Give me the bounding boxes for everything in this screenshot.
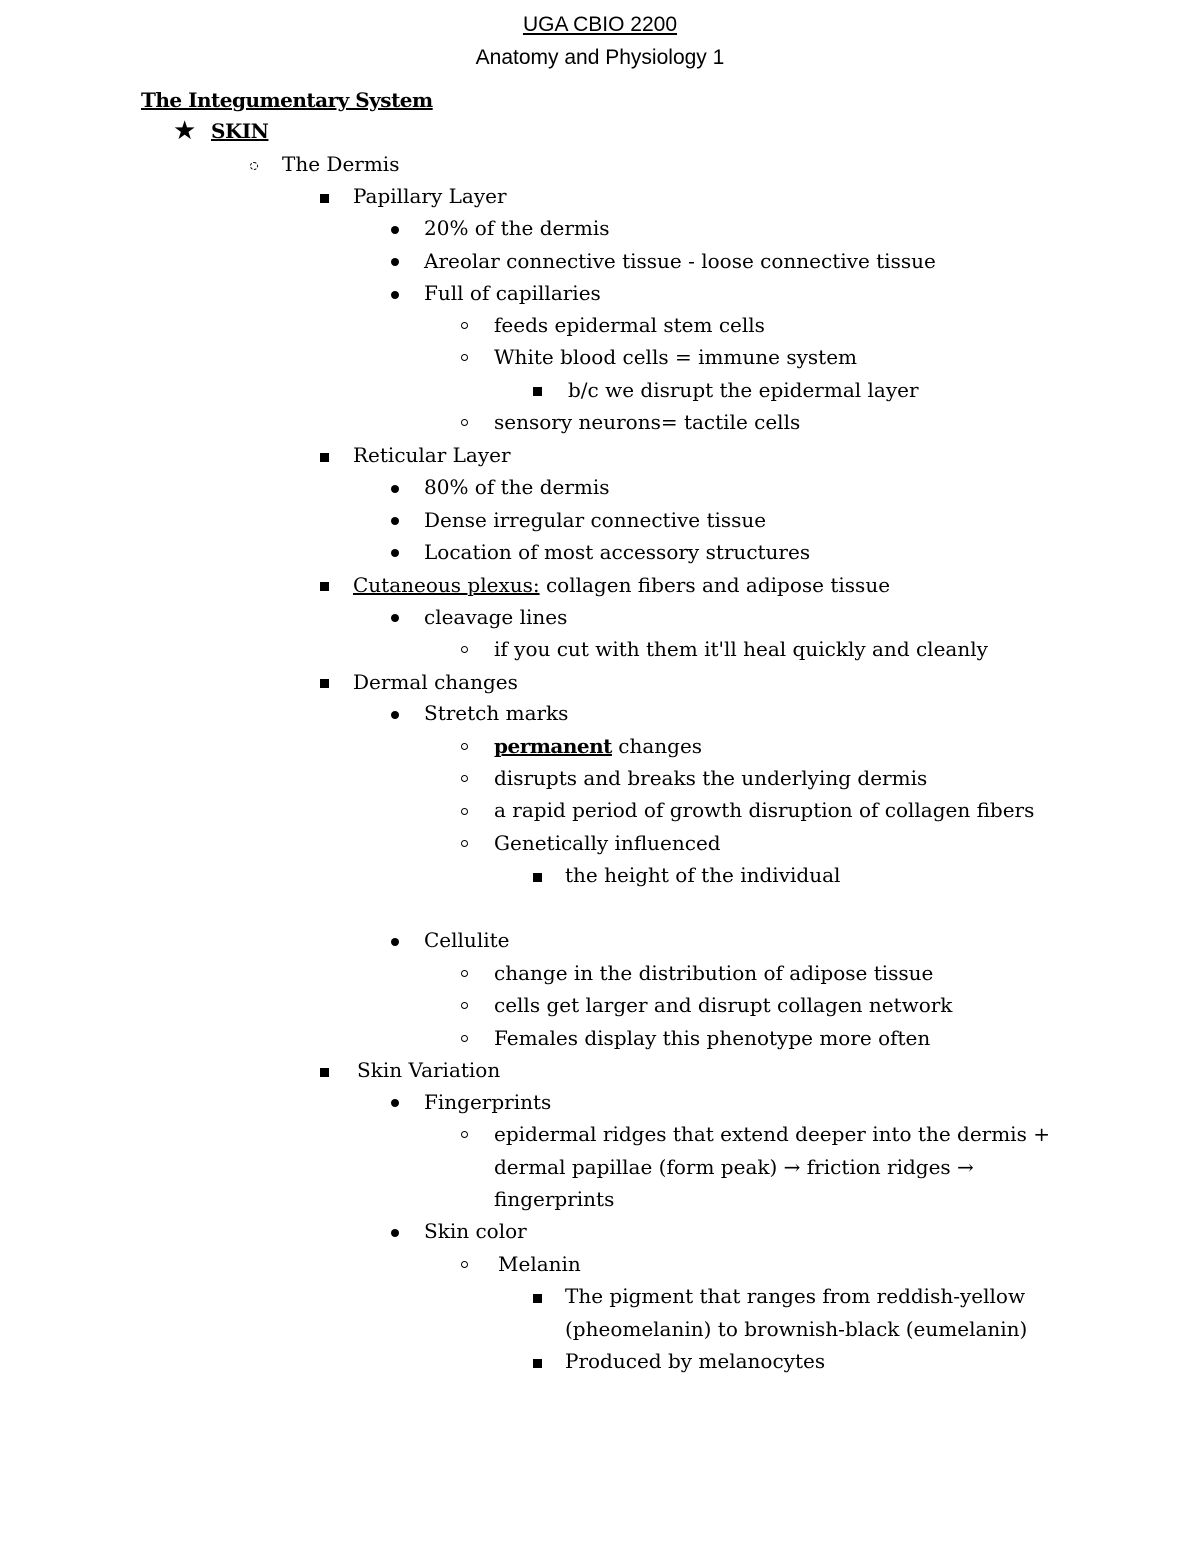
dot-bullet-icon	[391, 614, 399, 622]
square-bullet-icon	[320, 453, 329, 462]
list-item: Location of most accessory structures	[424, 540, 811, 564]
cutaneous-term: Cutaneous plexus:	[353, 573, 540, 597]
list-item: Full of capillaries	[424, 281, 601, 305]
reticular-heading: Reticular Layer	[353, 443, 511, 467]
circle-bullet-icon	[461, 419, 468, 426]
list-item: cleavage lines	[424, 605, 568, 629]
circle-bullet-icon	[461, 743, 468, 750]
list-item: Produced by melanocytes	[565, 1349, 826, 1373]
list-item: Stretch marks	[424, 701, 569, 725]
list-item: b/c we disrupt the epidermal layer	[568, 378, 919, 402]
circle-bullet-icon	[461, 1261, 468, 1268]
emphasis-text: permanent	[494, 734, 612, 758]
square-bullet-icon	[533, 387, 542, 396]
list-item-continuation: fingerprints	[494, 1187, 615, 1211]
dot-bullet-icon	[391, 1099, 399, 1107]
dot-bullet-icon	[391, 549, 399, 557]
list-item: Melanin	[498, 1252, 581, 1276]
list-item: sensory neurons= tactile cells	[494, 410, 801, 434]
hollow-bullet-icon	[250, 162, 258, 170]
square-bullet-icon	[320, 194, 329, 203]
square-bullet-icon	[320, 1068, 329, 1077]
list-item	[494, 736, 702, 756]
section-title: The Integumentary System	[141, 88, 433, 112]
list-item: Fingerprints	[424, 1090, 552, 1114]
cutaneous-description: collagen fibers and adipose tissue	[539, 573, 891, 597]
square-bullet-icon	[533, 873, 542, 882]
dot-bullet-icon	[391, 258, 399, 266]
list-item: the height of the individual	[565, 863, 841, 887]
circle-bullet-icon	[461, 1035, 468, 1042]
list-item: epidermal ridges that extend deeper into the dermis +	[494, 1122, 1050, 1146]
dot-bullet-icon	[391, 226, 399, 234]
dermis-heading: The Dermis	[282, 152, 400, 176]
list-item: Genetically influenced	[494, 831, 721, 855]
circle-bullet-icon	[461, 808, 468, 815]
list-item: Areolar connective tissue - loose connective tissue	[424, 249, 936, 273]
list-item-continuation: (pheomelanin) to brownish-black (eumelanin)	[565, 1317, 1028, 1341]
dot-bullet-icon	[391, 485, 399, 493]
cutaneous-heading	[353, 575, 890, 595]
list-item-continuation: dermal papillae (form peak) → friction ridges →	[494, 1155, 974, 1179]
papillary-heading: Papillary Layer	[353, 184, 507, 208]
circle-bullet-icon	[461, 1131, 468, 1138]
topic-heading: SKIN	[211, 119, 269, 143]
square-bullet-icon	[533, 1294, 542, 1303]
circle-bullet-icon	[461, 775, 468, 782]
circle-bullet-icon	[461, 970, 468, 977]
skin-variation-heading: Skin Variation	[357, 1058, 501, 1082]
square-bullet-icon	[533, 1359, 542, 1368]
dot-bullet-icon	[391, 1229, 399, 1237]
circle-bullet-icon	[461, 840, 468, 847]
list-item: change in the distribution of adipose tissue	[494, 961, 934, 985]
list-item: 20% of the dermis	[424, 216, 610, 240]
list-item: The pigment that ranges from reddish-yellow	[565, 1284, 1026, 1308]
square-bullet-icon	[320, 582, 329, 591]
dot-bullet-icon	[391, 938, 399, 946]
course-title: UGA CBIO 2200	[522, 13, 678, 36]
list-item: 80% of the dermis	[424, 475, 610, 499]
list-item: Females display this phenotype more often	[494, 1026, 931, 1050]
circle-bullet-icon	[461, 1002, 468, 1009]
list-item: if you cut with them it'll heal quickly and cleanly	[494, 637, 988, 661]
list-item: disrupts and breaks the underlying dermis	[494, 766, 928, 790]
dermal-changes-heading: Dermal changes	[353, 670, 518, 694]
list-item-text: changes	[611, 734, 703, 758]
list-item: White blood cells = immune system	[494, 345, 858, 369]
course-subtitle: Anatomy and Physiology 1	[475, 46, 725, 69]
list-item: cells get larger and disrupt collagen network	[494, 993, 953, 1017]
square-bullet-icon	[320, 679, 329, 688]
circle-bullet-icon	[461, 354, 468, 361]
dot-bullet-icon	[391, 517, 399, 525]
list-item: Cellulite	[424, 928, 510, 952]
circle-bullet-icon	[461, 322, 468, 329]
list-item: a rapid period of growth disruption of collagen fibers	[494, 798, 1035, 822]
circle-bullet-icon	[461, 646, 468, 653]
list-item: feeds epidermal stem cells	[494, 313, 765, 337]
dot-bullet-icon	[391, 711, 399, 719]
star-icon: ★	[173, 116, 197, 146]
list-item: Dense irregular connective tissue	[424, 508, 767, 532]
dot-bullet-icon	[391, 291, 399, 299]
list-item: Skin color	[424, 1219, 527, 1243]
